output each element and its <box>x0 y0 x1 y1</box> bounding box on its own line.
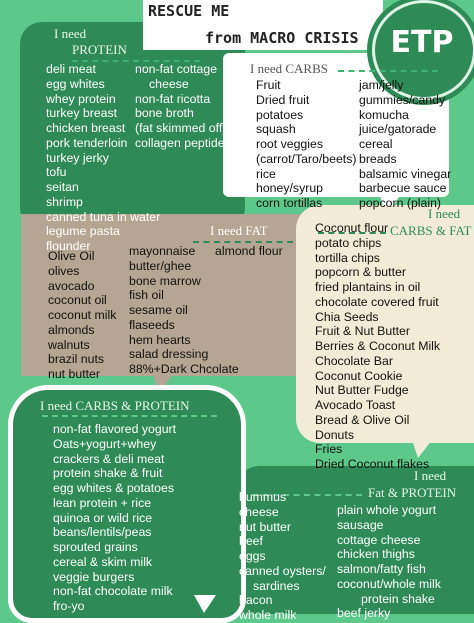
list-item: almonds <box>48 322 95 337</box>
protein-list-2 <box>135 62 231 151</box>
list-item: salmon/fatty fish <box>337 562 426 576</box>
list-item: crackers & deli meat <box>53 451 165 466</box>
list-item: chicken breast <box>46 121 126 135</box>
carbs-heading: I need CARBS <box>250 61 328 76</box>
list-item: cheese <box>239 504 279 519</box>
list-item: Berries & Coconut Milk <box>315 339 441 353</box>
list-item: cereal <box>359 137 393 151</box>
list-item: collagen peptides <box>135 135 231 150</box>
list-item: Coconut Cookie <box>315 368 403 383</box>
fat-list-1 <box>48 249 116 382</box>
carbs-list-1 <box>256 78 356 211</box>
list-item: brazil nuts <box>48 352 105 367</box>
list-item: Chocolate Bar <box>315 353 393 368</box>
list-item: flounder <box>46 239 91 253</box>
list-item: non-fat flavored yogurt <box>53 422 177 436</box>
protein-heading-1: I need <box>54 26 87 41</box>
etp-logo-text: ETP <box>390 25 454 60</box>
list-item: chicken thighs <box>337 547 415 562</box>
fat-divider <box>193 241 293 243</box>
list-item: quinoa or wild rice <box>53 510 153 525</box>
list-item: canned tuna in water <box>46 209 161 224</box>
fat-heading: I need FAT <box>210 223 268 238</box>
list-item: Oats+yogurt+whey <box>53 436 157 451</box>
list-item: Fries <box>315 442 343 457</box>
list-item: deli meat <box>46 62 96 76</box>
list-item: protein shake & fruit <box>53 466 163 481</box>
list-item: bone broth <box>135 106 194 121</box>
list-item: beef jerky <box>337 606 391 621</box>
list-item: Dried fruit <box>256 92 310 107</box>
list-item: fried plantains in oil <box>315 280 421 294</box>
list-item: 88%+Dark Chcolate <box>129 362 239 376</box>
carbs-fat-heading-2: CARBS & FAT <box>390 223 472 238</box>
list-item: non-fat ricotta <box>135 91 211 106</box>
carbs-fat-list <box>315 221 440 472</box>
list-item: egg whites <box>46 76 105 91</box>
list-item: beans/lentils/peas <box>53 525 152 540</box>
list-item: Avocado Toast <box>315 398 396 412</box>
title-line-1: RESCUE ME <box>148 2 230 20</box>
list-item: jam/jelly <box>359 78 404 92</box>
list-item: potato chips <box>315 235 382 250</box>
list-item: breads <box>359 151 397 166</box>
list-item: bacon <box>239 593 273 608</box>
fat-protein-list-1 <box>239 490 326 623</box>
carbs-fat-heading-1: I need <box>428 206 461 221</box>
list-item: turkey jerky <box>46 150 109 165</box>
list-item: whole milk <box>239 608 297 622</box>
list-item: komucha <box>359 107 409 122</box>
list-item: root veggies <box>256 137 323 151</box>
fat-protein-heading-2: Fat & PROTEIN <box>368 485 457 500</box>
fat-protein-list-2 <box>337 503 441 621</box>
list-item: Dried Coconut flakes <box>315 457 430 471</box>
carbs-divider <box>338 70 438 72</box>
list-item: Donuts <box>315 427 354 442</box>
list-item: Coconut flour <box>315 221 389 235</box>
list-item: fro-yo <box>53 599 85 613</box>
list-item: sprouted grains <box>53 540 138 554</box>
carbs-list-2 <box>359 78 451 211</box>
list-item: juice/gatorade <box>359 122 437 137</box>
list-item: avocado <box>48 278 95 293</box>
list-item: protein shake <box>361 591 435 606</box>
list-item: hem hearts <box>129 332 191 347</box>
list-item: Chia Seeds <box>315 309 379 324</box>
list-item: beef <box>239 534 263 549</box>
list-item: squash <box>256 122 296 137</box>
list-item: Fruit & Nut Butter <box>315 324 410 339</box>
carbs-protein-list <box>53 422 176 614</box>
carbs-protein-divider <box>42 415 217 417</box>
list-item: coconut milk <box>48 308 117 322</box>
list-item: Nut Butter Fudge <box>315 383 409 398</box>
list-item: coconut oil <box>48 293 107 308</box>
protein-heading-2: PROTEIN <box>72 42 200 62</box>
fat-protein-heading-1: I need <box>414 468 447 483</box>
list-item: legume pasta <box>46 224 120 239</box>
list-item: popcorn & butter <box>315 265 406 280</box>
list-item: mayonnaise <box>129 244 196 258</box>
list-item: non-fat chocolate milk <box>53 584 173 599</box>
list-item: tofu <box>46 165 67 180</box>
list-item: veggie burgers <box>53 569 135 584</box>
list-item: popcorn (plain) <box>359 196 442 210</box>
list-item: olives <box>48 263 80 278</box>
list-item: fish oil <box>129 288 164 303</box>
list-item: sardines <box>253 578 300 593</box>
list-item: plain whole yogurt <box>337 503 437 517</box>
list-item: tortilla chips <box>315 250 380 265</box>
list-item: coconut/whole milk <box>337 576 441 591</box>
list-item: cottage cheese <box>337 532 421 547</box>
list-item: honey/syrup <box>256 181 323 196</box>
fat-list-2 <box>129 244 239 377</box>
list-item: cheese <box>149 76 189 91</box>
list-item: bone marrow <box>129 273 201 288</box>
list-item: eggs <box>239 549 266 563</box>
list-item: seitan <box>46 180 79 194</box>
list-item: whey protein <box>46 91 116 106</box>
list-item: non-fat cottage <box>135 62 218 76</box>
list-item: nut butter <box>48 367 100 381</box>
list-item: balsamic vinegar <box>359 166 452 181</box>
carbs-protein-bubble-tail <box>194 595 216 613</box>
carbs-protein-heading: I need CARBS & PROTEIN <box>40 398 190 413</box>
list-item: Bread & Olive Oil <box>315 412 410 427</box>
list-item: shrimp <box>46 194 83 209</box>
list-item: pork tenderloin <box>46 135 128 150</box>
list-item: hummus <box>239 490 287 504</box>
list-item: (carrot/Taro/beets) <box>256 151 357 166</box>
list-item: turkey breast <box>46 106 118 121</box>
list-item: Olive Oil <box>48 249 95 263</box>
title-line-2: from MACRO CRISIS <box>205 29 359 47</box>
list-item: nut butter <box>239 519 291 534</box>
list-item: butter/ghee <box>129 258 192 273</box>
list-item: barbecue sauce <box>359 181 447 196</box>
list-item: lean protein + rice <box>53 495 152 510</box>
list-item: salad dressing <box>129 347 209 362</box>
list-item: chocolate covered fruit <box>315 294 439 309</box>
list-item: corn tortillas <box>256 196 323 210</box>
list-item: canned oysters/ <box>239 563 326 578</box>
fat-list-3 <box>215 244 283 259</box>
list-item: almond flour <box>215 244 283 258</box>
list-item: flaseeds <box>129 317 175 332</box>
list-item: (fat skimmed off) <box>135 121 227 135</box>
list-item: gummies/candy <box>359 92 446 107</box>
list-item: rice <box>256 166 276 181</box>
list-item: Fruit <box>256 78 281 92</box>
list-item: potatoes <box>256 107 304 122</box>
list-item: sausage <box>337 517 384 532</box>
list-item: walnuts <box>48 337 90 352</box>
list-item: sesame oil <box>129 303 188 317</box>
list-item: egg whites & potatoes <box>53 481 174 495</box>
list-item: cereal & skim milk <box>53 554 153 569</box>
